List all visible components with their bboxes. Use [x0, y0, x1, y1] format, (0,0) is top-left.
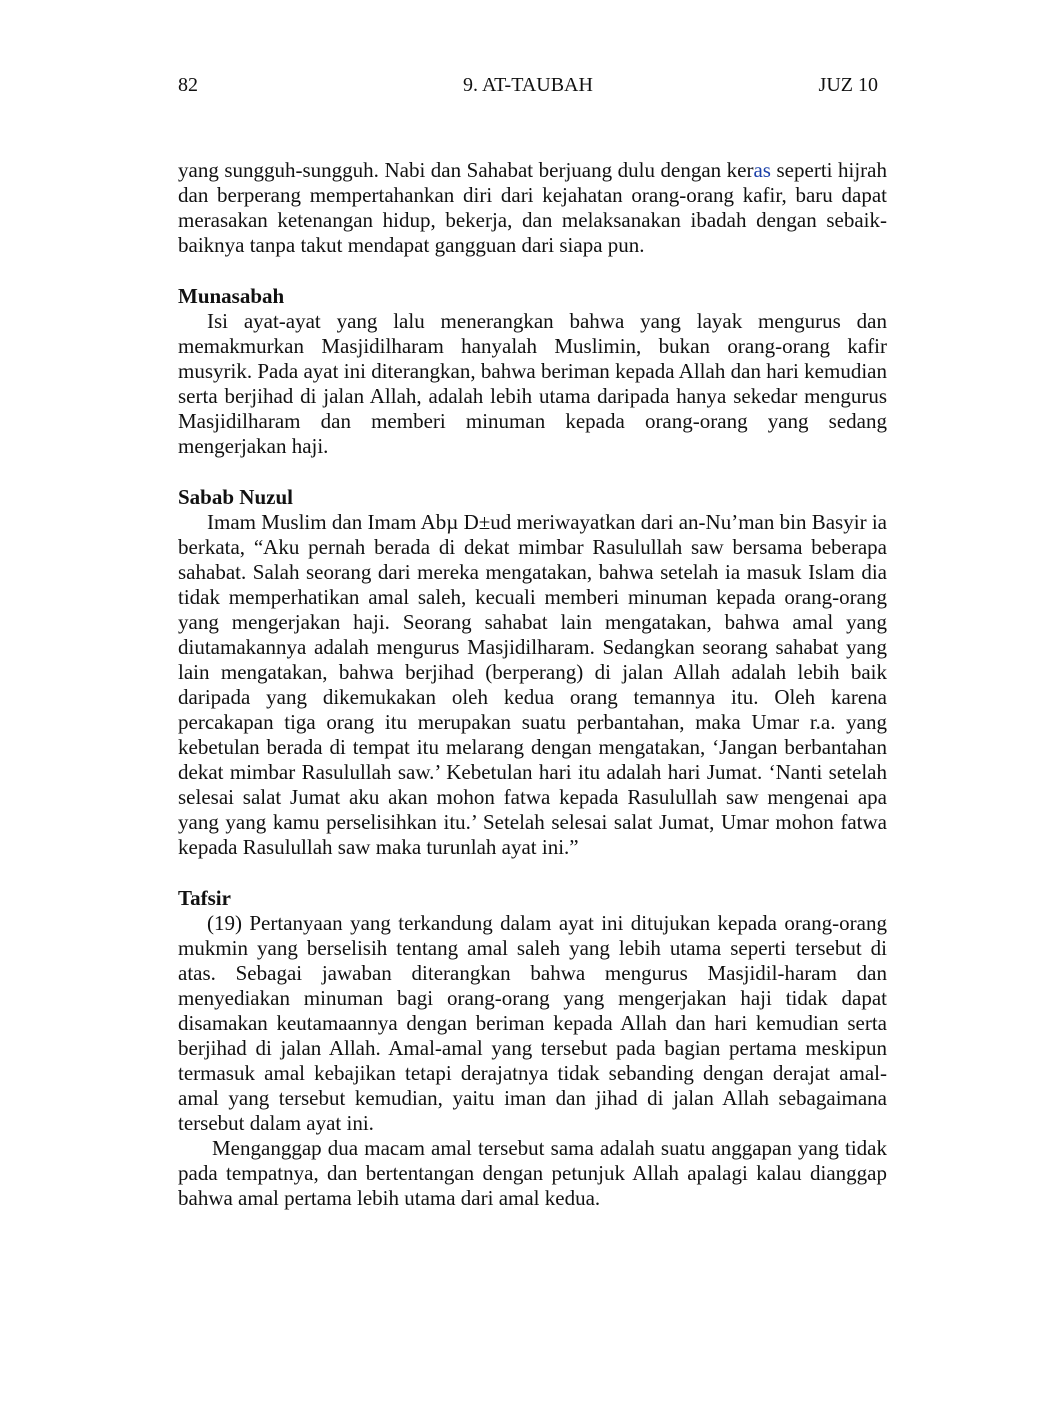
- juz-label: JUZ 10: [818, 74, 878, 96]
- page-number: 82: [178, 74, 198, 96]
- intro-text: yang sungguh-sungguh. Nabi dan Sahabat berjuang dulu dengan ker: [178, 158, 754, 182]
- tafsir-paragraph-2: Menganggap dua macam amal tersebut sama adalah suatu anggapan yang tidak pada tempatnya, dan bertentangan dengan petunjuk Allah apalagi kalau dianggap bahwa amal pertama lebih utama dari amal kedua.: [178, 1136, 887, 1210]
- page-header: [178, 74, 878, 102]
- intro-text-rest: seperti hijrah dan berperang mempertahankan diri dari kejahatan orang-orang kafir, baru dapat merasakan ketenangan hidup, bekerja, dan melaksanakan ibadah dengan sebaik-baiknya tanpa takut mendapat gangguan dari siapa pun.: [178, 158, 887, 257]
- page-body: [178, 158, 887, 1211]
- tafsir-heading: Tafsir: [178, 886, 231, 910]
- sabab-nuzul-heading: Sabab Nuzul: [178, 485, 293, 509]
- intro-accent-text: as: [753, 158, 771, 182]
- chapter-title: 9. AT-TAUBAH: [463, 74, 593, 96]
- sabab-nuzul-paragraph: Imam Muslim dan Imam Abµ D±ud meriwayatkan dari an-Nu’man bin Basyir ia berkata, “Aku pernah berada di dekat mimbar Rasulullah saw bersama beberapa sahabat. Salah seorang dari mereka mengatakan, bahwa setelah ia masuk Islam dia tidak memperhatikan amal saleh, kecuali memberi minuman kepada orang-orang yang mengerjakan haji. Seorang sahabat lain mengatakan, bahwa amal yang diutamakannya adalah mengurus Masjidilharam. Sedangkan seorang sahabat yang lain mengatakan, bahwa berjihad (berperang) di jalan Allah adalah lebih baik daripada yang dikemukakan oleh kedua orang temannya itu. Oleh karena percakapan tiga orang itu merupakan suatu perbantahan, maka Umar r.a. yang kebetulan berada di tempat itu melarang dengan mengatakan, ‘Jangan berbantahan dekat mimbar Rasulullah saw.’ Kebetulan hari itu adalah hari Jumat. ‘Nanti setelah selesai salat Jumat aku akan mohon fatwa kepada Rasulullah saw mengenai apa yang yang kamu perselisihkan itu.’ Setelah selesai salat Jumat, Umar mohon fatwa kepada Rasulullah saw maka turunlah ayat ini.”: [178, 510, 887, 859]
- munasabah-paragraph: Isi ayat-ayat yang lalu menerangkan bahwa yang layak mengurus dan memakmurkan Masjidilharam hanyalah Muslimin, bukan orang-orang kafir musyrik. Pada ayat ini diterangkan, bahwa beriman kepada Allah dan hari kemudian serta berjihad di jalan Allah, adalah lebih utama daripada hanya sekedar mengurus Masjidilharam dan memberi minuman kepada orang-orang yang sedang mengerjakan haji.: [178, 309, 887, 458]
- munasabah-heading: Munasabah: [178, 284, 285, 308]
- tafsir-paragraph-1: (19) Pertanyaan yang terkandung dalam ayat ini ditujukan kepada orang-orang mukmin yang berselisih tentang amal saleh yang lebih utama seperti tersebut di atas. Sebagai jawaban diterangkan bahwa mengurus Masjidil-haram dan menyediakan minuman bagi orang-orang yang mengerjakan haji tidak dapat disamakan keutamaannya dengan beriman kepada Allah dan hari kemudian serta berjihad di jalan Allah. Amal-amal yang tersebut pada bagian pertama meskipun termasuk amal kebajikan tetapi derajatnya tidak sebanding dengan derajat amal-amal yang tersebut kemudian, yaitu iman dan jihad di jalan Allah sebagaimana tersebut dalam ayat ini.: [178, 911, 887, 1135]
- intro-paragraph: [178, 158, 887, 258]
